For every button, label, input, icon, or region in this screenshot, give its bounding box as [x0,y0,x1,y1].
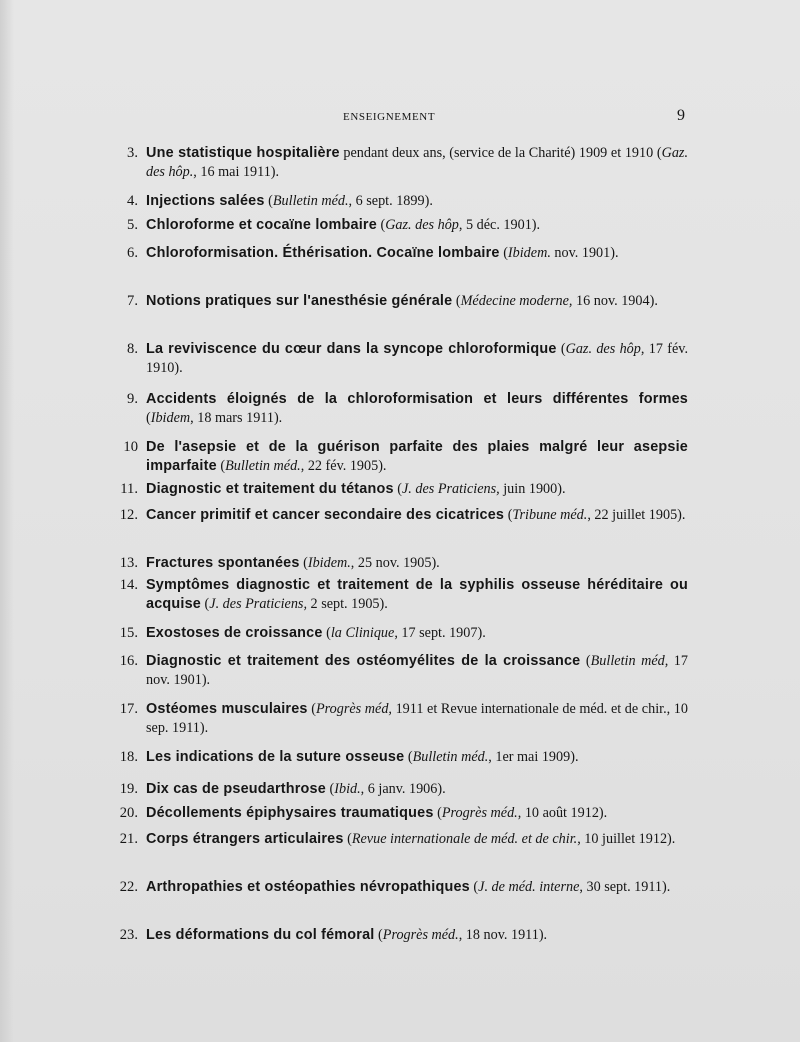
entry-reference-date: juin 1900). [499,481,566,497]
publication-entry [108,780,688,799]
entry-reference-date: , 6 sept. 1899). [348,193,433,209]
page-edge-shadow [0,0,14,1042]
entry-journal: Ibidem. [307,555,351,571]
entry-title: Dix cas de pseudarthrose [146,781,326,797]
entry-reference-date: , 16 mai 1911). [193,164,280,180]
entry-title: Corps étrangers articulaires [146,831,344,847]
entry-journal: Tribune méd. [512,507,588,523]
entry-reference-date: , 10 août 1912). [517,805,608,821]
publication-entry [108,804,688,823]
entry-reference-prefix: ( [556,341,566,357]
entry-title: Notions pratiques sur l'anesthésie générale [146,293,453,309]
entry-journal: J. des Praticiens, [401,481,500,497]
entry-reference-prefix: ( [201,596,210,612]
entry-reference-prefix: ( [307,701,316,717]
entry-number: 11. [120,481,138,497]
entry-number: 3. [127,145,138,161]
entry-title: Injections salées [146,193,265,209]
entry-title: Exostoses de croissance [146,625,323,641]
entry-title: Les indications de la suture osseuse [146,749,405,765]
entry-number: 13. [119,555,138,571]
entry-title: Les déformations du col fémoral [146,927,375,943]
entry-reference-date: , 17 sept. 1907). [394,625,486,641]
entry-reference-prefix: ( [504,507,513,523]
entry-reference-date: 2 sept. 1905). [307,596,388,612]
entry-reference-date: , 6 janv. 1906). [360,781,446,797]
entry-number: 4. [127,193,138,209]
entry-title: Ostéomes musculaires [146,701,308,717]
entry-journal: J. de méd. interne [478,879,580,895]
entry-reference-date: , 1er mai 1909). [488,749,579,765]
entry-reference-prefix: ( [404,749,413,765]
entry-title: Une statistique hospitalière [146,145,340,161]
entry-title: Accidents éloignés de la chloroformisation et leurs différentes formes [146,391,688,407]
entry-number: 15. [119,625,138,641]
entry-reference-prefix: ( [322,625,331,641]
publication-entry [108,244,688,263]
publication-entry [108,192,688,211]
entry-title: Décollements épiphysaires traumatiques [146,805,434,821]
entry-reference-prefix: ( [216,458,226,474]
entry-reference-prefix: ( [580,653,591,669]
entry-journal: Progrès méd. [382,927,459,943]
entry-title: Arthropathies et ostéopathies névropathiques [146,879,470,895]
entry-reference-date: , 17 fév. 1910). [146,341,688,376]
entry-reference-prefix: pendant deux ans, (service de la Charité) 1909 et 1910 ( [339,145,662,161]
entry-number: 20. [119,805,138,821]
entry-reference-date: nov. 1901). [550,245,619,261]
entry-reference-date: , 25 nov. 1905). [350,555,440,571]
entry-number: 23. [119,927,138,943]
entry-reference-prefix: ( [433,805,442,821]
entry-reference-date: , 18 nov. 1911). [458,927,548,943]
entry-number: 14. [119,577,138,593]
entry-journal: Gaz. des hôp. [146,145,688,180]
publication-entry [108,748,688,767]
entry-reference-date: 17 nov. 1901). [146,653,688,688]
publication-entry [108,700,688,738]
entry-title: Chloroformisation. Éthérisation. Cocaïne lombaire [146,245,500,261]
entry-title: La reviviscence du cœur dans la syncope chloroformique [146,341,557,357]
entry-reference-prefix: ( [469,879,479,895]
running-header [110,107,685,129]
publication-entry [108,554,688,573]
entry-journal: Ibid. [334,781,361,797]
entry-reference-date: , 18 mars 1911). [190,410,283,426]
publication-entry [108,506,688,525]
entry-number: 21. [119,831,138,847]
publication-entry [108,878,688,897]
entry-journal: Bulletin méd. [412,749,489,765]
entry-journal: Médecine moderne, [460,293,573,309]
entry-title: Cancer primitif et cancer secondaire des cicatrices [146,507,505,523]
publication-entry [108,480,688,499]
publication-entry [108,390,688,428]
publication-entry [108,340,688,378]
entry-title: Diagnostic et traitement des ostéomyélites de la croissance [146,653,581,669]
entry-journal: Bulletin méd. [225,458,301,474]
entry-journal: la Clinique [330,625,395,641]
publication-entry [108,926,688,945]
publication-entry [108,292,688,311]
page-number: 9 [677,107,685,124]
running-header-title: ENSEIGNEMENT [343,111,436,123]
entry-reference-date: 16 nov. 1904). [572,293,658,309]
entry-journal: Progrès méd. [441,805,518,821]
entry-number: 17. [119,701,138,717]
publication-entry [108,576,688,614]
entry-title: Diagnostic et traitement du tétanos [146,481,394,497]
publication-entry [108,624,688,643]
entry-reference-date: , 22 fév. 1905). [300,458,387,474]
entry-number: 9. [127,391,138,407]
entry-title: Chloroforme et cocaïne lombaire [146,217,377,233]
entry-journal: J. des Praticiens, [209,596,307,612]
entry-number: 6. [127,245,138,261]
publication-entry [108,830,688,849]
entry-number: 12. [119,507,138,523]
entry-reference-date: , 22 juillet 1905). [587,507,686,523]
entry-number: 18. [119,749,138,765]
entry-number: 10 [123,439,138,455]
entry-journal: Progrès méd, [315,701,392,717]
entry-reference-date: , 30 sept. 1911). [579,879,671,895]
entry-number: 16. [119,653,138,669]
entry-journal: Gaz. des hôp [385,217,459,233]
entry-reference-prefix: ( [299,555,308,571]
entry-reference-prefix: ( [452,293,461,309]
entry-title: Fractures spontanées [146,555,300,571]
entry-journal: Ibidem [150,410,191,426]
publication-entry [108,144,688,182]
entry-journal: Ibidem. [507,245,551,261]
entry-journal: Bulletin méd. [272,193,349,209]
entry-reference-prefix: ( [343,831,352,847]
entry-number: 8. [127,341,138,357]
entry-reference-prefix: ( [376,217,386,233]
entry-title: Symptômes diagnostic et traitement de la syphilis osseuse héréditaire ou acquise [146,577,688,612]
entry-reference-prefix: ( [146,410,151,426]
entry-title: De l'asepsie et de la guérison parfaite des plaies malgré leur asepsie imparfaite [146,439,688,474]
entry-journal: Revue internationale de méd. et de chir. [351,831,578,847]
entry-journal: Gaz. des hôp [565,341,641,357]
entry-number: 22. [119,879,138,895]
entry-reference-prefix: ( [325,781,335,797]
publication-entry [108,216,688,235]
publication-entry [108,652,688,690]
entry-reference-date: , 10 juillet 1912). [577,831,676,847]
entry-reference-prefix: ( [264,193,273,209]
entry-number: 5. [127,217,138,233]
entry-reference-date: , 5 déc. 1901). [458,217,541,233]
entry-journal: Bulletin méd, [590,653,669,669]
entry-number: 19. [119,781,138,797]
entry-reference-prefix: ( [374,927,383,943]
entry-reference-prefix: ( [393,481,402,497]
publication-entry [108,438,688,476]
entry-reference-prefix: ( [499,245,508,261]
entry-number: 7. [127,293,138,309]
entry-reference-date: 1911 et Revue internationale de méd. et de chir., 10 sep. 1911). [146,701,688,736]
